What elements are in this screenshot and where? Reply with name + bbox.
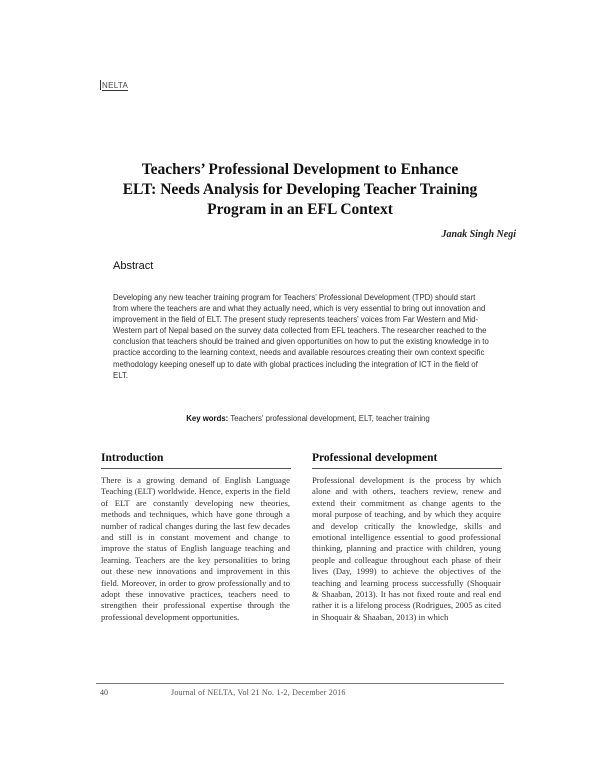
author-name: Janak Singh Negi xyxy=(441,229,516,240)
professional-development-body: Professional development is the process by which alone and with others, teachers review, renew and extend their commitment as change agents to the moral purpose of teaching, and by which they acquire and develop critically the knowledge, skills and emotional intelligence essential to good professional thinking, planning and practice with children, young people and colleague throughout each phase of their lives (Day, 1999) to achieve the objectives of the teaching and learning process successfully (Shoquair & Shaaban, 2013). It has not fixed route and real end rather it is a lifelong process (Rodrigues, 2005 as cited in Shoquair & Shaaban, 2013) in which xyxy=(312,475,501,622)
article-title xyxy=(60,160,540,220)
introduction-body: There is a growing demand of English Language Teaching (ELT) worldwide. Hence, experts in the field of ELT are constantly developing new theories, methods and techniques, which have gone through a number of radical changes during the last few decades and still is in constant movement and change to improve the status of English language teaching and learning. Teachers are the key personalities to bring out these new innovations and improvement in this field. Moreover, in order to grow professionally and to adopt these innovative practices, teachers need to strengthen their professional expertise through the professional development opportunities. xyxy=(101,475,290,622)
introduction-rule xyxy=(101,468,291,469)
abstract-heading: Abstract xyxy=(113,260,154,272)
keywords-text: Teachers' professional development, ELT, teacher training xyxy=(230,414,430,423)
introduction-heading: Introduction xyxy=(101,452,164,464)
journal-header-mark xyxy=(100,80,128,90)
journal-citation: Journal of NELTA, Vol 21 No. 1-2, December 2016 xyxy=(171,688,346,697)
page-number: 40 xyxy=(100,688,108,697)
professional-development-rule xyxy=(312,468,502,469)
title-line-2: ELT: Needs Analysis for Developing Teacher Training xyxy=(122,181,478,198)
title-line-1: Teachers’ Professional Development to Enhance xyxy=(141,161,459,178)
footer-rule xyxy=(96,683,504,684)
keywords-label: Key words: xyxy=(186,414,229,423)
title-line-3: Program in an EFL Context xyxy=(207,201,393,218)
keywords xyxy=(128,414,488,423)
abstract-body: Developing any new teacher training program for Teachers' Professional Development (TPD) should start from where the teachers are and what they actually need, which is very essential to bring out innovation and improvement in the field of ELT. The present study represents teachers' voices from Far Western and Mid-Western part of Nepal based on the survey data collected from EFL teachers. The researcher reached to the conclusion that teachers should be trained and given opportunities on how to put the existing knowledge in to practice according to the learning context, needs and available resources creating their own context specific methodology keeping oneself up to date with global practices including the integration of ICT in the field of ELT. xyxy=(113,293,489,380)
header-bar xyxy=(100,80,101,90)
professional-development-heading: Professional development xyxy=(312,452,438,464)
header-label: NELTA xyxy=(102,81,129,90)
